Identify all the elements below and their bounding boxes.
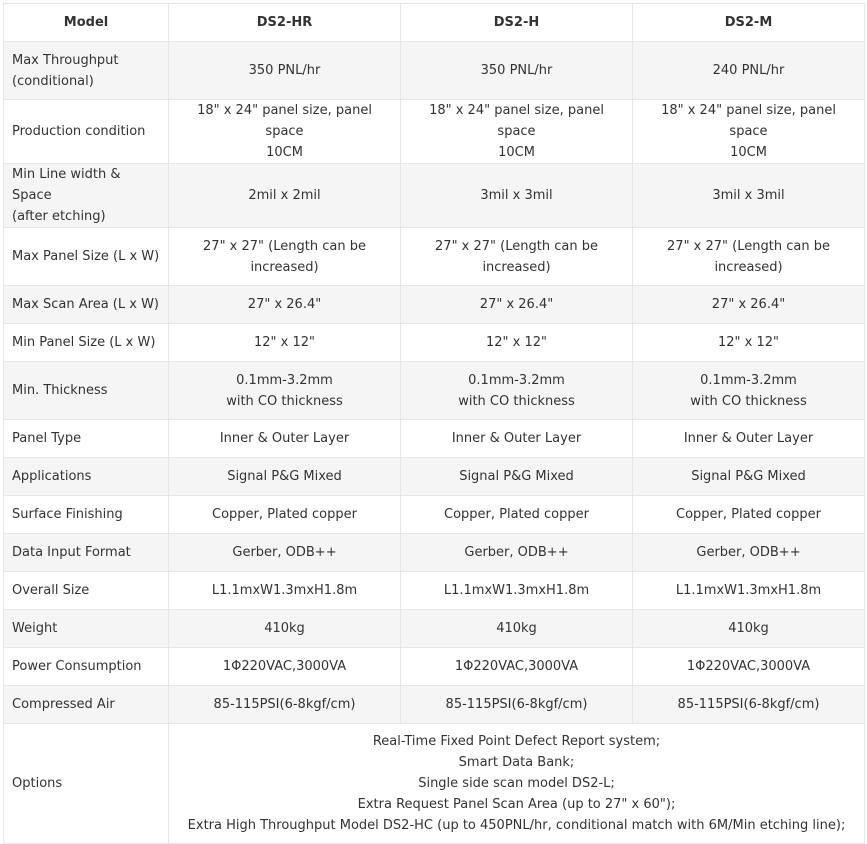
cell-text: 27" x 26.4" [711, 297, 786, 312]
table-cell [401, 42, 633, 100]
cell-text: L1.1mxW1.3mxH1.8m [675, 583, 822, 598]
cell-text: Extra Request Panel Scan Area (up to 27" x 60"); [357, 797, 676, 812]
cell-text: 27" x 26.4" [247, 297, 322, 312]
table-cell [633, 42, 865, 100]
table-row [4, 228, 865, 286]
table-cell [401, 648, 633, 686]
table-cell [633, 610, 865, 648]
options-list [169, 724, 865, 844]
cell-text: 1Φ220VAC,3000VA [454, 659, 579, 674]
row-label [4, 572, 169, 610]
table-cell [169, 100, 401, 164]
cell-text: 10CM [266, 145, 303, 160]
cell-text: 27" x 27" (Length can be [667, 238, 830, 254]
table-cell [633, 686, 865, 724]
table-cell [633, 534, 865, 572]
cell-text: with CO thickness [226, 393, 343, 409]
cell-text: (conditional) [12, 73, 94, 89]
table-cell [401, 164, 633, 228]
table-cell [401, 362, 633, 420]
cell-text: Gerber, ODB++ [232, 545, 337, 560]
cell-text: Extra High Throughput Model DS2-HC (up to 450PNL/hr, conditional match with 6M/Min etching line); [187, 818, 846, 833]
table-row [4, 164, 865, 228]
spec-table [3, 3, 865, 844]
options-row [4, 724, 865, 844]
table-cell [169, 686, 401, 724]
cell-text: Gerber, ODB++ [464, 545, 569, 560]
row-label [4, 610, 169, 648]
table-cell [401, 420, 633, 458]
cell-text: 27" x 27" (Length can be [203, 238, 366, 254]
cell-text: Compressed Air [12, 697, 115, 712]
table-cell [401, 686, 633, 724]
cell-text: 85-115PSI(6-8kgf/cm) [677, 697, 820, 712]
cell-text: Min. Thickness [12, 383, 108, 398]
table-row [4, 686, 865, 724]
cell-text: 18" x 24" panel size, panel space [197, 103, 372, 139]
header-model: Model [4, 4, 169, 42]
cell-text: 12" x 12" [485, 335, 547, 350]
table-cell [401, 534, 633, 572]
cell-text: Signal P&G Mixed [691, 469, 806, 484]
cell-text: 350 PNL/hr [480, 63, 553, 78]
cell-text: 350 PNL/hr [248, 63, 321, 78]
cell-text: Real-Time Fixed Point Defect Report system; [372, 734, 661, 749]
header-row [4, 4, 865, 42]
header-ds2-m: DS2-M [633, 4, 865, 42]
cell-text: Single side scan model DS2-L; [418, 776, 615, 791]
cell-text: Inner & Outer Layer [451, 431, 582, 446]
cell-text: Signal P&G Mixed [459, 469, 574, 484]
table-cell [169, 324, 401, 362]
cell-text: L1.1mxW1.3mxH1.8m [443, 583, 590, 598]
cell-text: 10CM [498, 145, 535, 160]
cell-text: 18" x 24" panel size, panel space [661, 103, 836, 139]
cell-text: Max Throughput [12, 52, 119, 68]
table-cell [169, 572, 401, 610]
table-row [4, 324, 865, 362]
table-row [4, 286, 865, 324]
table-cell [401, 496, 633, 534]
table-row [4, 610, 865, 648]
cell-text: Smart Data Bank; [458, 755, 575, 770]
table-cell [633, 572, 865, 610]
cell-text: 3mil x 3mil [480, 188, 553, 203]
cell-text: increased) [250, 259, 319, 275]
cell-text: (after etching) [12, 209, 106, 224]
table-cell [633, 228, 865, 286]
table-cell [401, 458, 633, 496]
cell-text: Copper, Plated copper [676, 507, 821, 522]
table-cell [633, 648, 865, 686]
cell-text: Inner & Outer Layer [219, 431, 350, 446]
cell-text: Min Panel Size (L x W) [12, 335, 156, 350]
table-row [4, 534, 865, 572]
cell-text: L1.1mxW1.3mxH1.8m [211, 583, 358, 598]
cell-text: 0.1mm-3.2mm [700, 372, 797, 388]
cell-text: 27" x 27" (Length can be [435, 238, 598, 254]
cell-text: 10CM [730, 145, 767, 160]
cell-text: increased) [482, 259, 551, 275]
cell-text: Inner & Outer Layer [683, 431, 814, 446]
table-cell [633, 286, 865, 324]
table-row [4, 100, 865, 164]
row-label [4, 100, 169, 164]
cell-text: 410kg [728, 621, 769, 636]
cell-text: Overall Size [12, 583, 90, 598]
table-cell [401, 100, 633, 164]
table-cell [401, 610, 633, 648]
spec-body [4, 42, 865, 844]
cell-text: 2mil x 2mil [248, 188, 321, 203]
cell-text: increased) [714, 259, 783, 275]
cell-text: Applications [12, 469, 92, 484]
cell-text: 3mil x 3mil [712, 188, 785, 203]
cell-text: Max Panel Size (L x W) [12, 249, 160, 264]
row-label [4, 164, 169, 228]
table-cell [633, 324, 865, 362]
table-row [4, 458, 865, 496]
cell-text: 27" x 26.4" [479, 297, 554, 312]
table-cell [401, 324, 633, 362]
table-cell [401, 228, 633, 286]
cell-text: 12" x 12" [253, 335, 315, 350]
table-cell [169, 496, 401, 534]
cell-text: 240 PNL/hr [712, 63, 785, 78]
cell-text: with CO thickness [690, 393, 807, 409]
cell-text: with CO thickness [458, 393, 575, 409]
header-ds2-hr: DS2-HR [169, 4, 401, 42]
header-ds2-h: DS2-H [401, 4, 633, 42]
row-label [4, 42, 169, 100]
cell-text: 1Φ220VAC,3000VA [686, 659, 811, 674]
cell-text: Weight [12, 621, 58, 636]
table-row [4, 572, 865, 610]
table-cell [401, 286, 633, 324]
cell-text: 12" x 12" [717, 335, 779, 350]
table-cell [633, 362, 865, 420]
row-label [4, 362, 169, 420]
row-label [4, 496, 169, 534]
table-cell [169, 164, 401, 228]
cell-text: 0.1mm-3.2mm [236, 372, 333, 388]
row-label [4, 286, 169, 324]
cell-text: Min Line width & Space [12, 167, 121, 203]
row-label [4, 686, 169, 724]
table-cell [169, 610, 401, 648]
row-label [4, 228, 169, 286]
cell-text: Gerber, ODB++ [696, 545, 801, 560]
table-cell [401, 572, 633, 610]
row-label [4, 458, 169, 496]
table-cell [169, 534, 401, 572]
table-cell [633, 100, 865, 164]
table-cell [169, 420, 401, 458]
table-cell [633, 496, 865, 534]
row-label [4, 420, 169, 458]
cell-text: Panel Type [12, 431, 82, 446]
table-row [4, 648, 865, 686]
cell-text: 85-115PSI(6-8kgf/cm) [445, 697, 588, 712]
cell-text: Production condition [12, 124, 146, 139]
cell-text: Copper, Plated copper [444, 507, 589, 522]
table-cell [169, 648, 401, 686]
cell-text: 410kg [496, 621, 537, 636]
cell-text: 18" x 24" panel size, panel space [429, 103, 604, 139]
cell-text: 1Φ220VAC,3000VA [222, 659, 347, 674]
cell-text: Copper, Plated copper [212, 507, 357, 522]
table-cell [169, 458, 401, 496]
options-label: Options [4, 724, 169, 844]
cell-text: Signal P&G Mixed [227, 469, 342, 484]
cell-text: 85-115PSI(6-8kgf/cm) [213, 697, 356, 712]
table-cell [633, 164, 865, 228]
table-cell [633, 458, 865, 496]
table-row [4, 362, 865, 420]
table-row [4, 42, 865, 100]
cell-text: 0.1mm-3.2mm [468, 372, 565, 388]
cell-text: Surface Finishing [12, 507, 123, 522]
row-label [4, 324, 169, 362]
table-cell [633, 420, 865, 458]
cell-text: Data Input Format [12, 545, 131, 560]
table-row [4, 496, 865, 534]
table-cell [169, 286, 401, 324]
row-label [4, 534, 169, 572]
table-cell [169, 362, 401, 420]
table-cell [169, 42, 401, 100]
cell-text: Max Scan Area (L x W) [12, 297, 159, 312]
row-label [4, 648, 169, 686]
table-row [4, 420, 865, 458]
table-cell [169, 228, 401, 286]
cell-text: 410kg [264, 621, 305, 636]
cell-text: Power Consumption [12, 659, 142, 674]
